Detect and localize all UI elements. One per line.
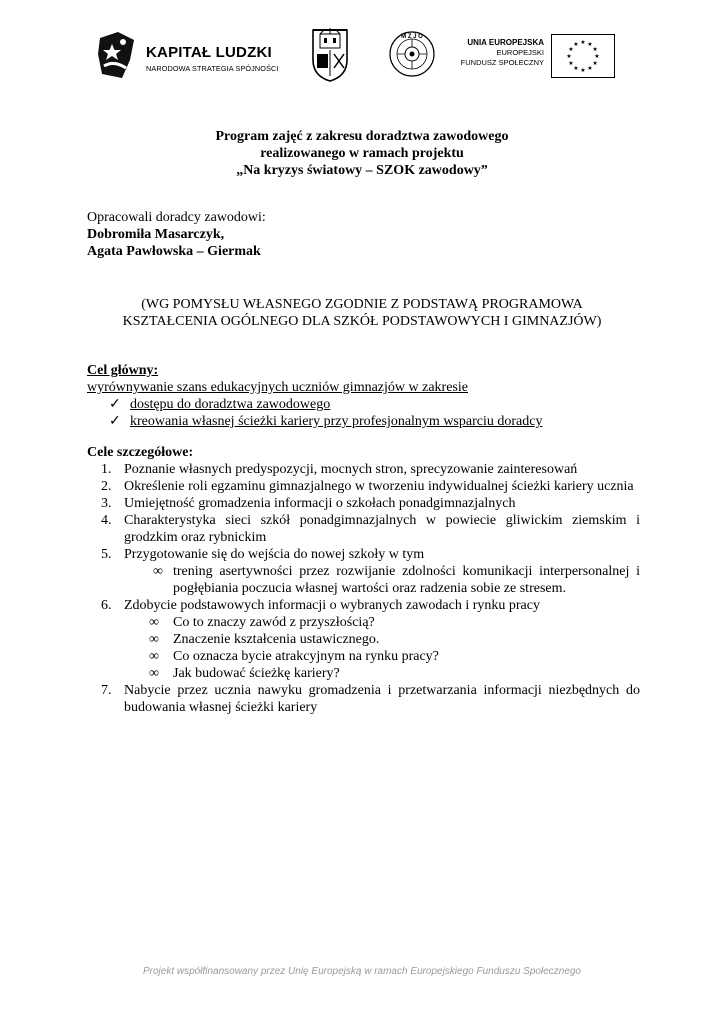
main-goal-text: wyrównywanie szans edukacyjnych uczniów gimnazjów w zakresie bbox=[87, 380, 468, 395]
detailed-goals-heading: Cele szczegółowe: bbox=[87, 445, 194, 460]
title-line2: realizowanego w ramach projektu bbox=[260, 146, 464, 161]
detailed-goals-section bbox=[87, 444, 640, 716]
eu-star-icon: ★ bbox=[592, 46, 598, 53]
seal-text: M Z J O bbox=[401, 34, 423, 40]
title-line1: Program zajęć z zakresu doradztwa zawodowego bbox=[215, 129, 509, 144]
detailed-goal-5: Przygotowanie się do wejścia do nowej szkoły w tym bbox=[124, 547, 425, 562]
kapital-ludzki-subtitle: NARODOWA STRATEGIA SPÓJNOŚCI bbox=[146, 64, 279, 73]
item-number: 7. bbox=[101, 683, 112, 698]
kapital-ludzki-title: KAPITAŁ LUDZKI bbox=[146, 44, 272, 61]
eu-star-icon: ★ bbox=[566, 53, 572, 60]
infinity-bullet-icon: ∞ bbox=[149, 615, 159, 630]
authors-intro: Opracowali doradcy zawodowi: bbox=[87, 210, 266, 225]
main-goal-heading: Cel główny: bbox=[87, 363, 159, 378]
eu-star-icon: ★ bbox=[587, 65, 593, 73]
footer-note: Projekt współfinansowany przez Unię Europejską w ramach Europejskiego Funduszu Społecznego bbox=[142, 966, 581, 977]
list-item bbox=[87, 461, 640, 478]
author-1: Dobromiła Masarczyk, bbox=[87, 227, 225, 242]
eu-star-icon: ★ bbox=[587, 40, 593, 48]
title-line3: „Na kryzys światowy – SZOK zawodowy” bbox=[236, 163, 488, 178]
main-goal-item-1: dostępu do doradztwa zawodowego bbox=[130, 397, 331, 412]
item-number: 4. bbox=[101, 513, 112, 528]
round-seal-icon bbox=[388, 30, 436, 78]
infinity-bullet-icon: ∞ bbox=[149, 649, 159, 664]
kapital-ludzki-icon bbox=[96, 30, 136, 80]
eu-text-block bbox=[450, 38, 544, 68]
list-item bbox=[87, 512, 640, 546]
kapital-ludzki-logo bbox=[96, 30, 286, 80]
note-line2: KSZTAŁCENIA OGÓLNEGO DLA SZKÓŁ PODSTAWOWYCH I GIMNAZJÓW) bbox=[122, 314, 602, 329]
eu-line2: EUROPEJSKI bbox=[496, 48, 544, 57]
detailed-goal-5-sub-1: trening asertywności przez rozwijanie zdolności komunikacji interpersonalnej i pogłębiania poczucia własnej wartości oraz radzenia sobie ze stresem. bbox=[173, 564, 640, 596]
list-item bbox=[87, 665, 640, 682]
infinity-bullet-icon: ∞ bbox=[153, 564, 163, 579]
logo-header bbox=[0, 24, 724, 86]
list-item bbox=[87, 546, 640, 563]
list-item bbox=[87, 614, 640, 631]
list-item bbox=[87, 495, 640, 512]
main-goal-section bbox=[87, 362, 647, 430]
eu-star-icon: ★ bbox=[568, 46, 574, 53]
infinity-bullet-icon: ∞ bbox=[149, 666, 159, 681]
author-2: Agata Pawłowska – Giermak bbox=[87, 244, 261, 259]
document-title bbox=[0, 128, 724, 179]
detailed-goal-6-sub-2: Znaczenie kształcenia ustawicznego. bbox=[173, 632, 380, 647]
checkmark-icon: ✓ bbox=[109, 397, 121, 412]
eu-star-icon: ★ bbox=[573, 40, 579, 48]
authors-block bbox=[87, 209, 266, 260]
city-crest-icon bbox=[310, 24, 350, 82]
eu-flag-icon bbox=[551, 34, 615, 78]
infinity-bullet-icon: ∞ bbox=[149, 632, 159, 647]
list-item bbox=[87, 631, 640, 648]
list-item bbox=[87, 563, 640, 597]
item-number: 2. bbox=[101, 479, 112, 494]
curriculum-note bbox=[0, 296, 724, 330]
list-item bbox=[87, 648, 640, 665]
list-item bbox=[87, 597, 640, 614]
detailed-goal-1: Poznanie własnych predyspozycji, mocnych stron, sprecyzowanie zainteresowań bbox=[124, 462, 578, 477]
list-item bbox=[87, 682, 640, 716]
detailed-goal-6-sub-1: Co to znaczy zawód z przyszłością? bbox=[173, 615, 375, 630]
eu-star-icon: ★ bbox=[580, 67, 586, 74]
eu-star-icon: ★ bbox=[580, 39, 586, 46]
note-line1: (WG POMYSŁU WŁASNEGO ZGODNIE Z PODSTAWĄ PROGRAMOWA bbox=[141, 297, 583, 312]
list-item bbox=[87, 478, 640, 495]
list-item bbox=[87, 396, 647, 413]
detailed-goal-4: Charakterystyka sieci szkół ponadgimnazjalnych w powiecie gliwickim ziemskim i grodzkim oraz rybnickim bbox=[124, 513, 640, 545]
list-item bbox=[87, 413, 647, 430]
detailed-goal-6: Zdobycie podstawowych informacji o wybranych zawodach i rynku pracy bbox=[124, 598, 540, 613]
item-number: 1. bbox=[101, 462, 112, 477]
eu-star-icon: ★ bbox=[594, 53, 600, 60]
item-number: 5. bbox=[101, 547, 112, 562]
round-seal bbox=[388, 30, 436, 78]
main-goal-item-2: kreowania własnej ścieżki kariery przy profesjonalnym wsparciu doradcy bbox=[130, 414, 543, 429]
eu-star-icon: ★ bbox=[573, 65, 579, 73]
item-number: 3. bbox=[101, 496, 112, 511]
eu-line1: UNIA EUROPEJSKA bbox=[467, 38, 544, 47]
eu-star-icon: ★ bbox=[568, 60, 574, 67]
detailed-goal-2: Określenie roli egzaminu gimnazjalnego w tworzeniu indywidualnej ścieżki kariery ucznia bbox=[124, 479, 634, 494]
eu-star-icon: ★ bbox=[592, 60, 598, 67]
detailed-goal-7: Nabycie przez ucznia nawyku gromadzenia i przetwarzania informacji niezbędnych do budowania własnej ścieżki kariery bbox=[124, 683, 640, 715]
checkmark-icon: ✓ bbox=[109, 414, 121, 429]
detailed-goal-6-sub-3: Co oznacza bycie atrakcyjnym na rynku pracy? bbox=[173, 649, 439, 664]
detailed-goal-6-sub-4: Jak budować ścieżkę kariery? bbox=[173, 666, 340, 681]
detailed-goal-3: Umiejętność gromadzenia informacji o szkołach ponadgimnazjalnych bbox=[124, 496, 516, 511]
eu-line3: FUNDUSZ SPOŁECZNY bbox=[460, 58, 544, 67]
item-number: 6. bbox=[101, 598, 112, 613]
